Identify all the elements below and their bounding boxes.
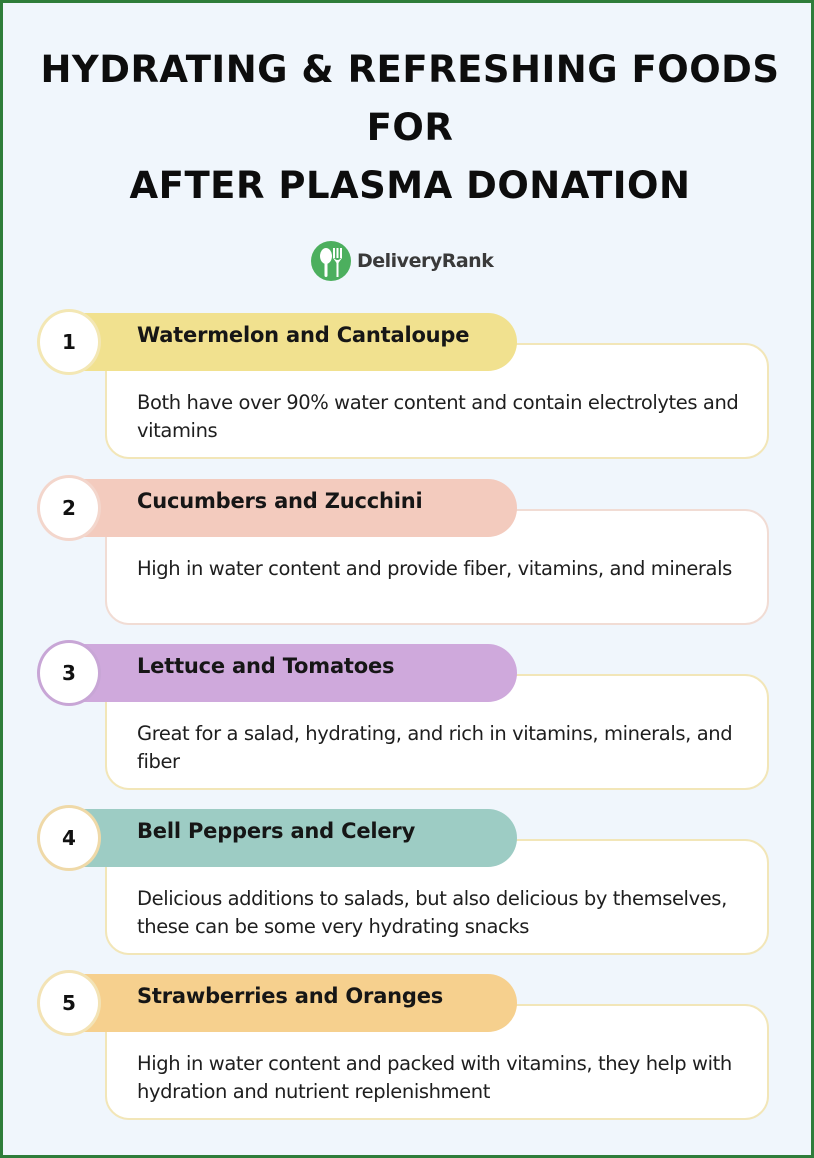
list-item — [3, 805, 814, 965]
item-title: Cucumbers and Zucchini — [137, 489, 423, 513]
list-item — [3, 475, 814, 635]
item-description: Great for a salad, hydrating, and rich in vitamins, minerals, and fiber — [137, 722, 733, 773]
item-title: Bell Peppers and Celery — [137, 819, 416, 843]
brand-logo — [311, 241, 493, 281]
item-title: Lettuce and Tomatoes — [137, 654, 395, 678]
item-number-badge: 2 — [37, 475, 101, 541]
page-title — [3, 41, 814, 215]
item-description: Both have over 90% water content and contain electrolytes and vitamins — [137, 391, 739, 442]
brand-name: DeliveryRank — [357, 250, 494, 272]
item-description: High in water content and provide fiber, vitamins, and minerals — [137, 557, 732, 580]
item-number-badge: 1 — [37, 309, 101, 375]
list-item — [3, 970, 814, 1130]
item-description: Delicious additions to salads, but also delicious by themselves, these can be some very hydrating snacks — [137, 887, 727, 938]
item-title: Watermelon and Cantaloupe — [137, 323, 470, 347]
title-line-1: HYDRATING & REFRESHING FOODS — [40, 48, 780, 91]
title-line-3: AFTER PLASMA DONATION — [129, 164, 691, 207]
title-line-2: FOR — [366, 106, 454, 149]
item-number-badge: 3 — [37, 640, 101, 706]
spoon-fork-icon — [311, 241, 351, 281]
list-item — [3, 309, 814, 469]
item-number-badge: 5 — [37, 970, 101, 1036]
list-item — [3, 640, 814, 800]
item-description: High in water content and packed with vitamins, they help with hydration and nutrient replenishment — [137, 1052, 732, 1103]
item-title: Strawberries and Oranges — [137, 984, 444, 1008]
item-number-badge: 4 — [37, 805, 101, 871]
